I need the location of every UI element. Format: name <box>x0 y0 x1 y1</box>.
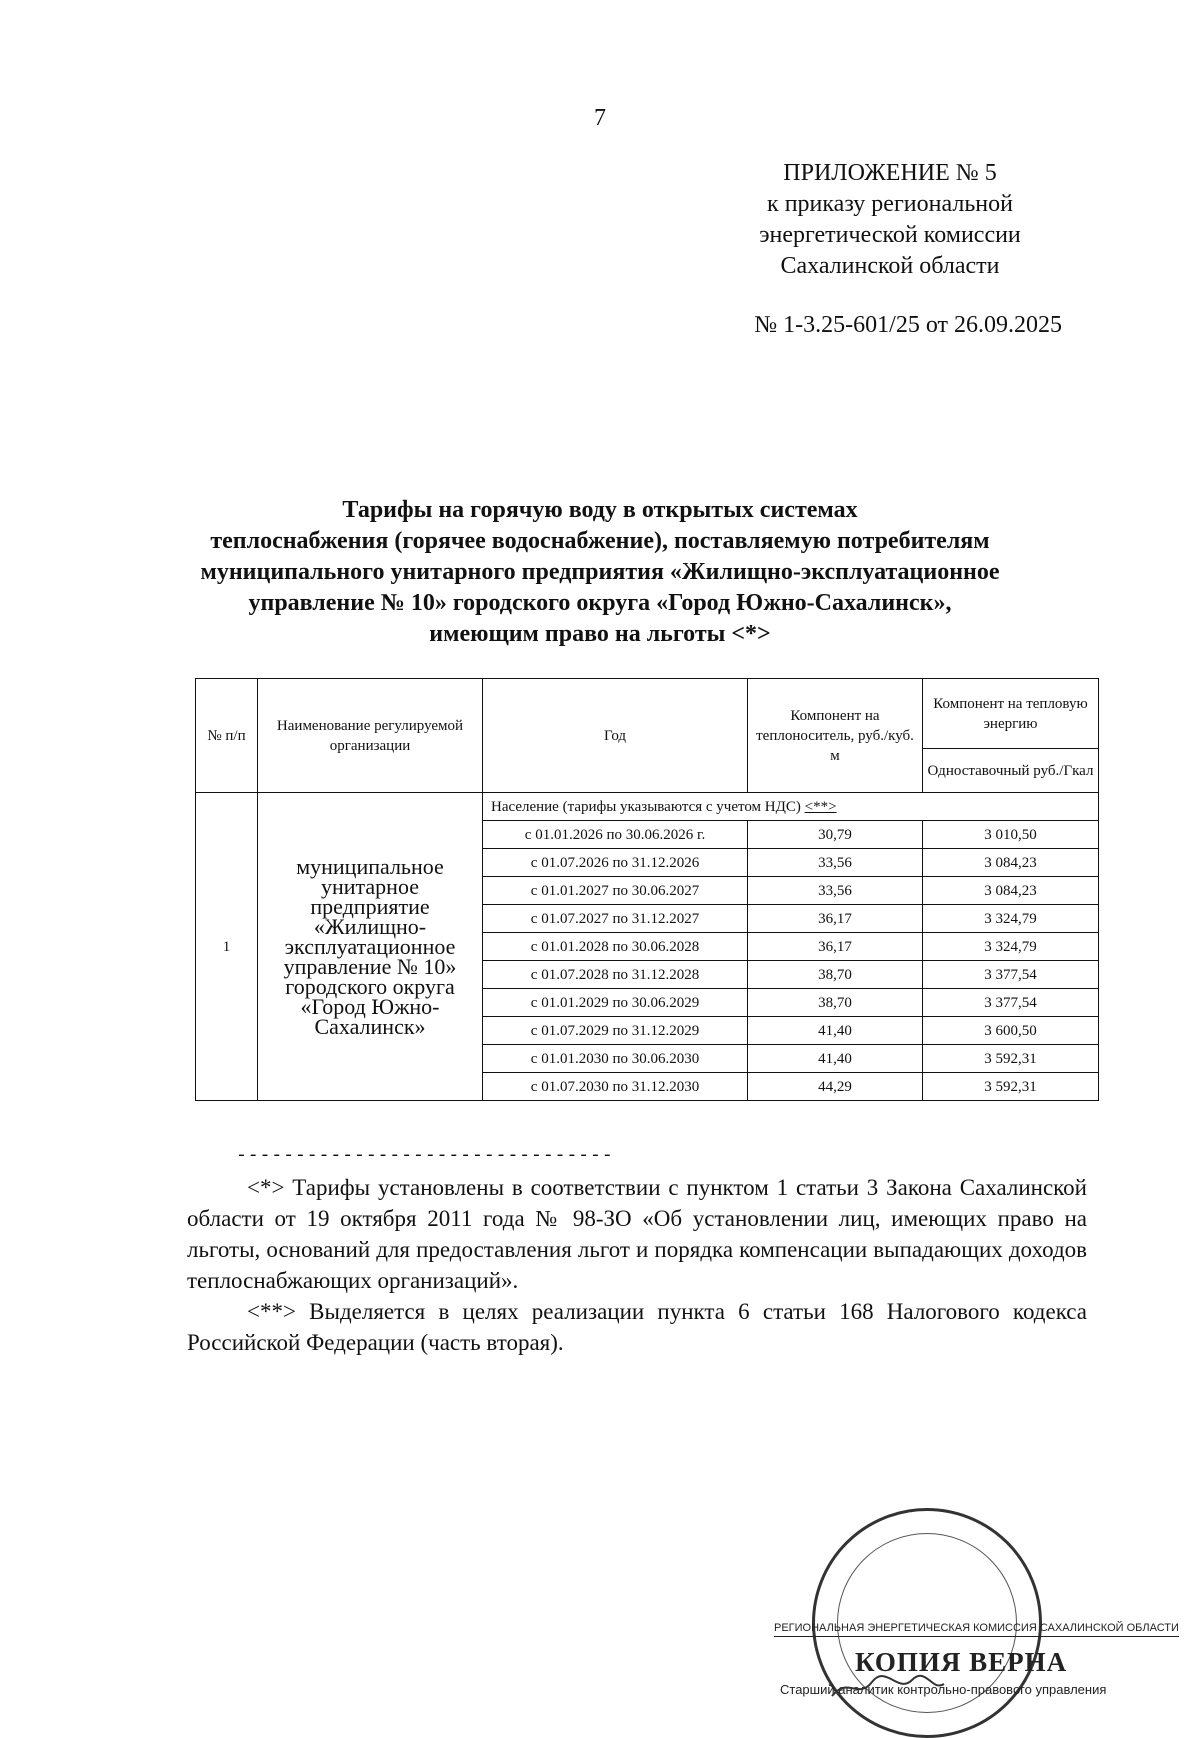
period-cell: с 01.01.2027 по 30.06.2027 <box>483 877 748 905</box>
title-line: теплоснабжения (горячее водоснабжение), поставляемую потребителям <box>210 528 990 554</box>
carrier-cell: 33,56 <box>748 849 923 877</box>
section-text: Население (тарифы указываются с учетом НДС) <box>491 798 805 815</box>
appendix-title: ПРИЛОЖЕНИЕ № 5 <box>783 160 997 186</box>
period-cell: с 01.07.2030 по 31.12.2030 <box>483 1073 748 1101</box>
energy-cell: 3 592,31 <box>923 1073 1099 1101</box>
page-number: 7 <box>594 105 606 131</box>
footnote-2: <**> Выделяется в целях реализации пункта 6 статьи 168 Налогового кодекса Российской Федерации (часть вторая). <box>187 1299 1087 1355</box>
energy-cell: 3 084,23 <box>923 849 1099 877</box>
period-cell: с 01.01.2030 по 30.06.2030 <box>483 1045 748 1073</box>
header-num: № п/п <box>196 679 258 793</box>
carrier-cell: 36,17 <box>748 933 923 961</box>
energy-cell: 3 377,54 <box>923 989 1099 1017</box>
title-line: управление № 10» городского округа «Город Южно-Сахалинск», <box>248 590 952 616</box>
title-line: муниципального унитарного предприятия «Жилищно-эксплуатационное <box>200 559 1000 585</box>
energy-cell: 3 592,31 <box>923 1045 1099 1073</box>
signature <box>828 1672 948 1702</box>
row-number: 1 <box>196 793 258 1101</box>
tariff-table <box>195 678 1099 1101</box>
title-line: имеющим право на льготы <*> <box>429 621 771 647</box>
period-cell: с 01.01.2026 по 30.06.2026 г. <box>483 821 748 849</box>
carrier-cell: 36,17 <box>748 905 923 933</box>
period-cell: с 01.07.2027 по 31.12.2027 <box>483 905 748 933</box>
period-cell: с 01.01.2028 по 30.06.2028 <box>483 933 748 961</box>
carrier-cell: 30,79 <box>748 821 923 849</box>
carrier-cell: 38,70 <box>748 961 923 989</box>
carrier-cell: 33,56 <box>748 877 923 905</box>
header-energy: Компонент на тепловую энергию <box>923 679 1099 749</box>
section-label <box>483 793 1099 821</box>
stamp-position: Старший аналитик контрольно-правового управления <box>780 1682 1107 1697</box>
carrier-cell: 38,70 <box>748 989 923 1017</box>
period-cell: с 01.07.2026 по 31.12.2026 <box>483 849 748 877</box>
header-energy-sub: Одноставочный руб./Гкал <box>923 749 1099 793</box>
energy-cell: 3 324,79 <box>923 905 1099 933</box>
header-carrier: Компонент на теплоноситель, руб./куб. м <box>748 679 923 793</box>
header-year: Год <box>483 679 748 793</box>
order-number: № 1-3.25-601/25 от 26.09.2025 <box>754 312 1062 338</box>
header-org: Наименование регулируемой организации <box>258 679 483 793</box>
certification-stamp <box>770 1622 1179 1702</box>
footnote-1: <*> Тарифы установлены в соответствии с пунктом 1 статьи 3 Закона Сахалинской области от 19 октября 2011 года № 98-ЗО «Об установлении лиц, имеющих право на льготы, оснований для предоставления льгот и порядка компенсации выпадающих доходов теплоснабжающих организаций». <box>187 1175 1087 1293</box>
appendix-line: Сахалинской области <box>780 253 1000 279</box>
energy-cell: 3 600,50 <box>923 1017 1099 1045</box>
title-line: Тарифы на горячую воду в открытых системах <box>342 497 858 523</box>
energy-cell: 3 377,54 <box>923 961 1099 989</box>
appendix-line: энергетической комиссии <box>759 222 1021 248</box>
carrier-cell: 44,29 <box>748 1073 923 1101</box>
footnote-separator: -------------------------------- <box>236 1146 614 1166</box>
stamp-org: РЕГИОНАЛЬНАЯ ЭНЕРГЕТИЧЕСКАЯ КОМИССИЯ САХАЛИНСКОЙ ОБЛАСТИ <box>774 1622 1179 1637</box>
carrier-cell: 41,40 <box>748 1017 923 1045</box>
table-row <box>196 793 1099 821</box>
period-cell: с 01.07.2029 по 31.12.2029 <box>483 1017 748 1045</box>
period-cell: с 01.07.2028 по 31.12.2028 <box>483 961 748 989</box>
period-cell: с 01.01.2029 по 30.06.2029 <box>483 989 748 1017</box>
energy-cell: 3 324,79 <box>923 933 1099 961</box>
appendix-line: к приказу региональной <box>767 191 1013 217</box>
section-ref: <**> <box>804 798 837 815</box>
document-title <box>150 495 1050 650</box>
appendix-header <box>700 158 1080 282</box>
energy-cell: 3 010,50 <box>923 821 1099 849</box>
org-name: муниципальное унитарное предприятие «Жилищно-эксплуатационное управление № 10» городского округа «Город Южно-Сахалинск» <box>258 793 483 1101</box>
stamp-copy-verified: КОПИЯ ВЕРНА <box>855 1647 1068 1677</box>
carrier-cell: 41,40 <box>748 1045 923 1073</box>
energy-cell: 3 084,23 <box>923 877 1099 905</box>
